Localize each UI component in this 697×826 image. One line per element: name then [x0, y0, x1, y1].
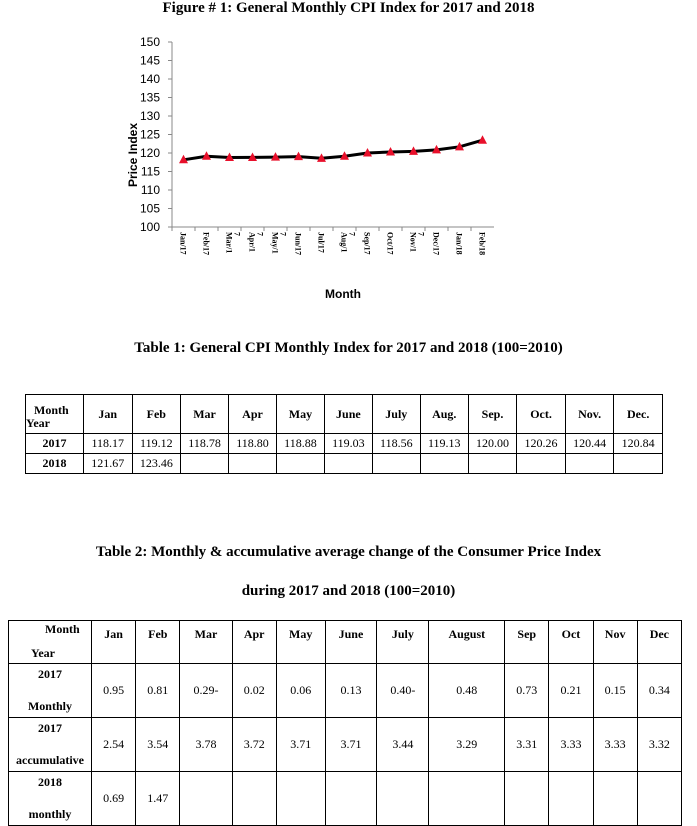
- table1-col-header: Dec.: [614, 395, 663, 434]
- table-cell: [468, 454, 517, 474]
- table1-corner: [26, 395, 84, 434]
- table-cell: 123.46: [132, 454, 181, 474]
- table-cell: 0.95: [92, 664, 136, 718]
- y-tick-label: 125: [139, 127, 160, 142]
- table-cell: 120.00: [468, 434, 517, 454]
- row-label: 2018: [26, 454, 84, 474]
- table-row: [9, 772, 682, 826]
- table1-col-header: July: [372, 395, 420, 434]
- table-cell: [549, 772, 593, 826]
- table-cell: 120.84: [614, 434, 663, 454]
- table2-col-header: Apr: [232, 621, 276, 664]
- table-row: [26, 434, 663, 454]
- table-cell: 119.03: [324, 434, 372, 454]
- row-label: [9, 718, 92, 772]
- table1-col-header: Oct.: [517, 395, 566, 434]
- table-cell: 3.71: [325, 718, 377, 772]
- corner-month: Month: [34, 403, 69, 417]
- x-tick-label: Aug/17: [339, 232, 357, 253]
- table-cell: 3.33: [593, 718, 637, 772]
- table-cell: 1.47: [136, 772, 180, 826]
- table-cell: [325, 772, 377, 826]
- corner-month: Month: [45, 622, 80, 636]
- table-cell: [377, 772, 429, 826]
- x-tick-label: Mar/17: [224, 232, 242, 254]
- table-cell: 3.33: [549, 718, 593, 772]
- table1-col-header: Feb: [132, 395, 181, 434]
- table1-col-header: Jan: [84, 395, 133, 434]
- x-tick-label: Jul/17: [316, 232, 326, 253]
- table-cell: [372, 454, 420, 474]
- table2-title-line2: during 2017 and 2018 (100=2010): [241, 583, 456, 599]
- table2-header-row: [9, 621, 682, 664]
- table-cell: 0.21: [549, 664, 593, 718]
- table-row: [26, 454, 663, 474]
- table2-col-header: Nov: [593, 621, 637, 664]
- table2: [8, 620, 682, 826]
- x-tick-label: Jan/18: [454, 232, 464, 255]
- table-cell: 119.13: [420, 434, 468, 454]
- table2-title-line1: Table 2: Monthly & accumulative average change of the Consumer Price Index: [95, 544, 602, 560]
- table2-col-header: June: [325, 621, 377, 664]
- table-row: [9, 718, 682, 772]
- table1-title: Table 1: General CPI Monthly Index for 2017 and 2018 (100=2010): [134, 340, 563, 356]
- row-label-year: 2018: [38, 775, 62, 789]
- table2-col-header: Dec: [637, 621, 681, 664]
- corner-year: Year: [26, 416, 50, 430]
- table-cell: 3.32: [637, 718, 681, 772]
- y-tick-label: 115: [140, 164, 160, 179]
- table-cell: 3.78: [180, 718, 232, 772]
- table2-col-header: Oct: [549, 621, 593, 664]
- table-cell: 0.15: [593, 664, 637, 718]
- corner-year: Year: [31, 646, 55, 660]
- table1-col-header: May: [276, 395, 324, 434]
- x-axis-label: Month: [325, 287, 361, 301]
- table-cell: [420, 454, 468, 474]
- y-tick-label: 140: [139, 72, 160, 86]
- row-label-kind: Monthly: [27, 699, 72, 713]
- table-cell: 3.31: [505, 718, 549, 772]
- table-cell: 0.29-: [180, 664, 232, 718]
- table1-header-row: [26, 395, 663, 434]
- y-tick-label: 110: [140, 183, 160, 197]
- row-label-year: 2017: [38, 667, 62, 681]
- table-cell: 118.17: [84, 434, 133, 454]
- row-label: [9, 664, 92, 718]
- data-point-marker: [478, 135, 487, 144]
- table-cell: [637, 772, 681, 826]
- table-cell: 118.78: [181, 434, 229, 454]
- table-cell: 2.54: [92, 718, 136, 772]
- table-cell: [505, 772, 549, 826]
- y-axis-label: Price Index: [126, 122, 140, 188]
- x-tick-label: Jan/17: [178, 232, 188, 255]
- y-tick-label: 120: [139, 146, 160, 160]
- table-cell: [565, 454, 614, 474]
- table-cell: 0.02: [232, 664, 276, 718]
- y-tick-label: 105: [139, 201, 160, 216]
- y-tick-label: 135: [139, 90, 160, 105]
- x-tick-label: Dec/17: [431, 232, 441, 256]
- row-label-year: 2017: [38, 721, 62, 735]
- table-cell: 3.54: [136, 718, 180, 772]
- table-cell: 3.71: [276, 718, 325, 772]
- table-cell: 118.56: [372, 434, 420, 454]
- table2-col-header: Sep: [505, 621, 549, 664]
- table-cell: 0.48: [429, 664, 505, 718]
- table-cell: 0.34: [637, 664, 681, 718]
- y-tick-label: 150: [139, 35, 160, 49]
- x-tick-label: Oct/17: [385, 232, 395, 255]
- table-cell: [429, 772, 505, 826]
- table2-corner: [9, 621, 92, 664]
- y-tick-label: 100: [139, 220, 160, 234]
- table-cell: [324, 454, 372, 474]
- table-cell: [614, 454, 663, 474]
- table-cell: 118.88: [276, 434, 324, 454]
- table1: [25, 394, 663, 474]
- table1-col-header: Apr: [229, 395, 277, 434]
- table2-col-header: August: [429, 621, 505, 664]
- table1-col-header: June: [324, 395, 372, 434]
- table-row: [9, 664, 682, 718]
- table-cell: [180, 772, 232, 826]
- table-cell: [229, 454, 277, 474]
- table1-col-header: Nov.: [565, 395, 614, 434]
- table-cell: 121.67: [84, 454, 133, 474]
- x-tick-label: Nov/17: [408, 232, 426, 252]
- table2-col-header: July: [377, 621, 429, 664]
- table-cell: 3.29: [429, 718, 505, 772]
- table-cell: 118.80: [229, 434, 277, 454]
- table-cell: 3.72: [232, 718, 276, 772]
- table-cell: 0.13: [325, 664, 377, 718]
- cpi-line-chart: [0, 28, 697, 313]
- x-tick-label: Feb/18: [477, 232, 487, 256]
- table1-col-header: Sep.: [468, 395, 517, 434]
- table-cell: 0.81: [136, 664, 180, 718]
- table2-col-header: May: [276, 621, 325, 664]
- table-cell: [181, 454, 229, 474]
- row-label-kind: accumulative: [16, 753, 84, 767]
- table-cell: 120.44: [565, 434, 614, 454]
- table-cell: 0.40-: [377, 664, 429, 718]
- x-tick-label: Jun/17: [293, 232, 303, 256]
- x-tick-label: May/17: [270, 232, 288, 254]
- table2-col-header: Feb: [136, 621, 180, 664]
- table-cell: [276, 454, 324, 474]
- table-cell: 0.06: [276, 664, 325, 718]
- table1-col-header: Aug.: [420, 395, 468, 434]
- table-cell: [517, 454, 566, 474]
- table-cell: 3.44: [377, 718, 429, 772]
- row-label-kind: monthly: [28, 807, 72, 821]
- table2-col-header: Jan: [92, 621, 136, 664]
- table-cell: [232, 772, 276, 826]
- table1-col-header: Mar: [181, 395, 229, 434]
- table-cell: 0.69: [92, 772, 136, 826]
- x-tick-label: Feb/17: [201, 232, 211, 256]
- table-cell: [276, 772, 325, 826]
- row-label: [9, 772, 92, 826]
- table-cell: [593, 772, 637, 826]
- row-label: 2017: [26, 434, 84, 454]
- y-tick-label: 130: [139, 109, 160, 123]
- table-cell: 0.73: [505, 664, 549, 718]
- table-cell: 120.26: [517, 434, 566, 454]
- table-cell: 119.12: [132, 434, 181, 454]
- x-tick-label: Apr/17: [247, 232, 265, 252]
- figure-title: Figure # 1: General Monthly CPI Index for 2017 and 2018: [162, 0, 535, 16]
- y-tick-label: 145: [139, 53, 160, 68]
- table2-col-header: Mar: [180, 621, 232, 664]
- x-tick-label: Sep/17: [362, 232, 372, 255]
